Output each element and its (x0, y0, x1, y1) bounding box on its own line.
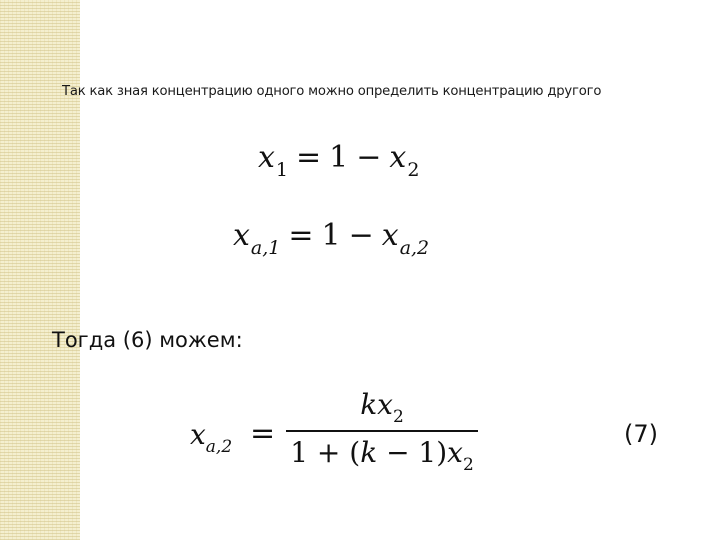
then-text: Тогда (6) можем: (52, 328, 243, 352)
formula7-num-sub: 2 (392, 407, 404, 427)
eq1-rhs-sub: 2 (407, 159, 420, 181)
equation-number: (7) (624, 420, 658, 448)
formula7-den-sub: 2 (462, 455, 474, 475)
formula7-lhs-var: x (190, 418, 206, 451)
eq2-equals: = (288, 218, 314, 253)
equation-x1 (258, 140, 420, 181)
eq2-minus: − (348, 218, 374, 253)
formula7-denominator (286, 436, 478, 475)
formula7-den-k: k (360, 436, 378, 469)
formula-7 (190, 388, 490, 478)
fraction-line (286, 430, 478, 432)
eq2-lhs-var: x (233, 218, 250, 253)
eq2-rhs-var: x (381, 218, 399, 253)
intro-text: Так как зная концентрацию одного можно определить концентрацию другого (62, 84, 602, 99)
formula7-equals: = (250, 416, 276, 451)
eq2-one: 1 (321, 218, 341, 253)
eq1-minus: − (356, 140, 382, 175)
decorative-side-stripe (0, 0, 80, 540)
eq1-one: 1 (329, 140, 349, 175)
formula7-den-one: 1 (290, 436, 309, 469)
formula7-numerator (286, 388, 478, 427)
formula7-den-minus-one: − 1) (377, 436, 448, 469)
formula7-den-plus: + ( (308, 436, 361, 469)
formula7-num-x: x (377, 388, 393, 421)
eq2-rhs-sub: a,2 (399, 237, 430, 259)
formula7-num-k: k (360, 388, 378, 421)
eq2-lhs-sub: a,1 (250, 237, 281, 259)
eq1-lhs-sub: 1 (275, 159, 289, 181)
formula7-den-x: x (447, 436, 463, 469)
eq1-lhs-var: x (258, 140, 275, 175)
formula7-lhs (190, 418, 232, 457)
eq1-rhs-var: x (389, 140, 407, 175)
formula7-lhs-sub: a,2 (205, 437, 233, 457)
eq1-equals: = (296, 140, 322, 175)
equation-xa (233, 218, 430, 259)
